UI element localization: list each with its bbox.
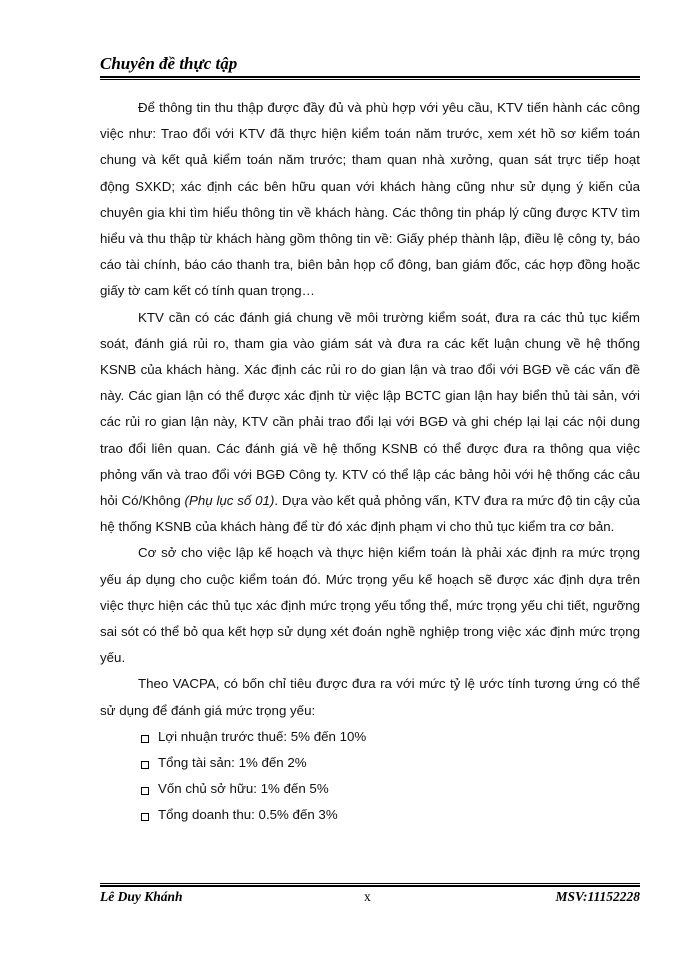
list-item-text: Tổng tài sản: 1% đến 2% (158, 755, 307, 771)
list-item (100, 776, 640, 802)
list-item (100, 750, 640, 776)
footer-author: Lê Duy Khánh (100, 889, 183, 904)
list-item (100, 802, 640, 828)
appendix-reference: (Phụ lục số 01) (184, 493, 275, 509)
footer-student-id: MSV:11152228 (555, 889, 640, 904)
header-divider (100, 76, 640, 80)
footer-divider (100, 883, 640, 887)
footer-page-number: x (364, 889, 371, 904)
body-text (100, 95, 640, 829)
square-bullet-icon (141, 735, 149, 743)
list-item (100, 724, 640, 750)
paragraph-1: Để thông tin thu thập được đầy đủ và phù hợp với yêu cầu, KTV tiến hành các công việc như: Trao đổi với KTV đã thực hiện kiểm toán năm trước, xem xét hồ sơ kiểm toán chung và kết quả kiểm toán năm trước; tham quan nhà xưởng, quan sát trực tiếp hoạt động SXKD; xác định các bên hữu quan với khách hàng cũng như sử dụng ý kiến của chuyên gia khi tìm hiểu thông tin về khách hàng. Các thông tin pháp lý cũng được KTV tìm hiểu và thu thập từ khách hàng gồm thông tin về: Giấy phép thành lập, điều lệ công ty, báo cáo tài chính, báo cáo thanh tra, biên bản họp cổ đông, ban giám đốc, các hợp đồng hoặc giấy tờ cam kết có tính quan trọng… (100, 100, 640, 299)
square-bullet-icon (141, 813, 149, 821)
paragraph-2 (100, 305, 640, 541)
header-title: Chuyên đề thực tập (100, 54, 238, 73)
paragraph-3: Cơ sở cho việc lập kế hoạch và thực hiện kiểm toán là phải xác định ra mức trọng yếu áp dụng cho cuộc kiểm toán đó. Mức trọng yếu kế hoạch sẽ được xác định dựa trên việc thực hiện các thủ tục xác định mức trọng yếu tổng thể, mức trọng yếu chi tiết, ngưỡng sai sót có thể bỏ qua kết hợp sử dụng xét đoán nghề nghiệp trong việc xác định mức trọng yếu. (100, 545, 640, 666)
paragraph-2-text-b: . Dựa vào kết quả phỏng vấn, KTV đưa ra mức độ tin cậy của hệ thống KSNB của khách hàng để từ đó xác định phạm vi cho thủ tục kiểm tra cơ bản. (100, 493, 641, 535)
criteria-list (100, 724, 640, 829)
paragraph-4: Theo VACPA, có bốn chỉ tiêu được đưa ra với mức tỷ lệ ước tính tương ứng có thể sử dụng để đánh giá mức trọng yếu: (100, 676, 640, 718)
square-bullet-icon (141, 761, 149, 769)
list-item-text: Tổng doanh thu: 0.5% đến 3% (158, 807, 338, 823)
list-item-text: Lợi nhuận trước thuế: 5% đến 10% (158, 728, 367, 744)
square-bullet-icon (141, 787, 149, 795)
paragraph-2-text-a: KTV cần có các đánh giá chung về môi trường kiểm soát, đưa ra các thủ tục kiểm soát, đánh giá rủi ro, tham gia vào giám sát và đưa ra các kết luận chung về hệ thống KSNB của khách hàng. Xác định các rủi ro do gian lận và trao đổi với BGĐ về các vấn đề này. Các gian lận có thể được xác định từ việc lập BCTC gian lận hay biển thủ tài sản, với các rủi ro gian lận này, KTV cần phải trao đổi lại với BGĐ và ghi chép lại lại các nội dung trao đổi liên quan. Các đánh giá về hệ thống KSNB có thể được đưa ra thông qua việc phỏng vấn và trao đổi với BGĐ Công ty. KTV có thể lập các bảng hỏi với hệ thống các câu hỏi Có/Không (100, 309, 640, 509)
list-item-text: Vốn chủ sở hữu: 1% đến 5% (158, 781, 329, 797)
